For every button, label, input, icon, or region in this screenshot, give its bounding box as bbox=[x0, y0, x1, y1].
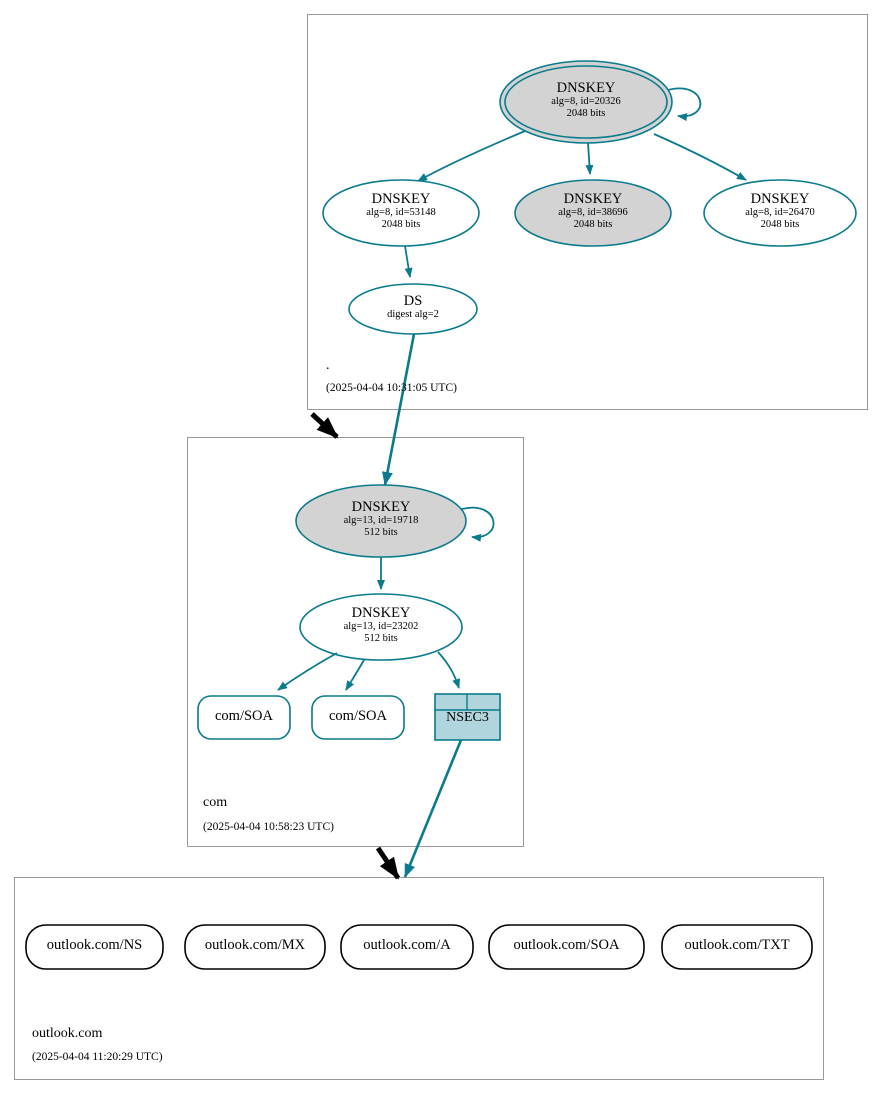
edge-20326-to-38696 bbox=[588, 143, 590, 174]
zone-label-outlook-name: outlook.com bbox=[32, 1026, 103, 1041]
node-label-rr-ns: outlook.com/NS bbox=[46, 937, 143, 953]
edge-ds-to-19718 bbox=[385, 334, 414, 485]
edge-20326-to-53148 bbox=[418, 131, 525, 181]
edge-selfloop-20326 bbox=[668, 88, 700, 116]
node-dnskey-38696[interactable] bbox=[515, 180, 671, 246]
edge-23202-to-comsoa1 bbox=[278, 653, 337, 690]
node-dnskey-26470[interactable] bbox=[704, 180, 856, 246]
node-dnskey-19718[interactable] bbox=[296, 485, 466, 557]
zone-label-root-time: (2025-04-04 10:31:05 UTC) bbox=[326, 382, 457, 394]
node-label-rr-a: outlook.com/A bbox=[363, 937, 451, 953]
node-label-nsec3: NSEC3 bbox=[446, 710, 489, 725]
node-dnskey-20326[interactable] bbox=[500, 61, 672, 143]
edge-zone-com-to-outlook bbox=[378, 848, 398, 878]
node-ds-2[interactable] bbox=[349, 284, 477, 334]
zone-label-com-time: (2025-04-04 10:58:23 UTC) bbox=[203, 821, 334, 833]
zone-label-com-name: com bbox=[203, 795, 228, 810]
edge-nsec3-to-outlook bbox=[405, 740, 461, 877]
node-label-dnskey-19718: DNSKEY alg=13, id=19718 512 bits bbox=[343, 499, 419, 538]
node-label-dnskey-26470: DNSKEY alg=8, id=26470 2048 bits bbox=[745, 191, 815, 230]
node-label-rr-mx: outlook.com/MX bbox=[204, 937, 306, 953]
edge-53148-to-ds bbox=[405, 246, 410, 277]
node-label-dnskey-53148: DNSKEY alg=8, id=53148 2048 bits bbox=[366, 191, 436, 230]
node-label-com-soa-1: com/SOA bbox=[215, 708, 273, 724]
edge-zone-root-to-com bbox=[312, 414, 337, 437]
node-label-rr-txt: outlook.com/TXT bbox=[684, 937, 790, 953]
node-dnskey-53148[interactable] bbox=[323, 180, 479, 246]
node-label-rr-soa: outlook.com/SOA bbox=[513, 937, 620, 953]
node-label-com-soa-2: com/SOA bbox=[329, 708, 387, 724]
zone-label-outlook-time: (2025-04-04 11:20:29 UTC) bbox=[32, 1051, 163, 1063]
node-label-dnskey-20326: DNSKEY alg=8, id=20326 2048 bits bbox=[551, 80, 621, 119]
node-label-ds-2: DS digest alg=2 bbox=[387, 293, 439, 320]
node-label-dnskey-23202: DNSKEY alg=13, id=23202 512 bits bbox=[343, 605, 419, 644]
zone-label-root-name: . bbox=[326, 358, 330, 373]
node-dnskey-23202[interactable] bbox=[300, 594, 462, 660]
node-label-dnskey-38696: DNSKEY alg=8, id=38696 2048 bits bbox=[558, 191, 628, 230]
edge-23202-to-comsoa2 bbox=[346, 660, 364, 690]
edge-20326-to-26470 bbox=[654, 134, 746, 180]
edge-23202-to-nsec3 bbox=[438, 652, 459, 688]
